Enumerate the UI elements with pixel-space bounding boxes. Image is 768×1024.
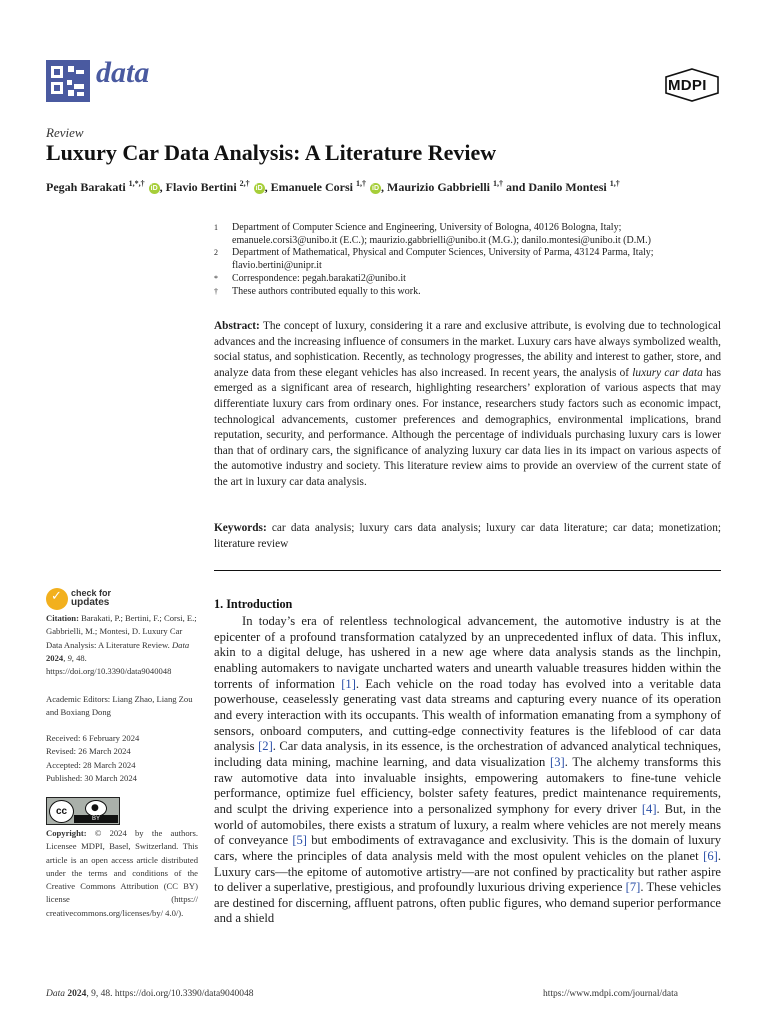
affiliation-mark: 2 <box>214 248 218 258</box>
abstract <box>214 319 721 491</box>
abstract-text: has emerged as a significant area of research, highlighting researchers’ exploration of various aspects that may differentiate luxury cars from ordinary ones. For instance, researchers study factors such as economic impact, technological advancements, customer preferences and demographics, environmental implications, brand reputation, security, and performance. Although the percentage of individuals purchasing luxury cars is lower than that of ordinary cars, the significance of analyzing luxury car data lies in its impact on various aspects of the automotive industry and society. This literature review aims to provide an overview of the current state of the art in luxury car data analysis. <box>214 366 722 488</box>
author-name[interactable]: Pegah Barakati <box>46 180 126 194</box>
author-list <box>46 179 620 195</box>
body-text: In today’s era of relentless technological advancement, the automotive industry is at the epicenter of a profound transformation catalyzed by an unprecedented influx of data. This influx, akin to a digital deluge, has ushered in a new age where data analysis stands as the linchpin, enabling automakers to navigate uncharted waters and unearth valuable treasures hidden within the torrents of information <box>214 614 721 691</box>
correspondence-text: Correspondence: pegah.barakati2@unibo.it <box>232 272 406 284</box>
citation-link[interactable]: [6] <box>703 848 718 863</box>
journal-logo <box>46 60 90 102</box>
article-type: Review <box>46 125 84 140</box>
check-for-updates-button[interactable] <box>71 588 111 608</box>
affiliation-row <box>214 222 724 247</box>
author-separator: , <box>381 180 388 194</box>
journal-name: data <box>96 56 150 89</box>
citation-link[interactable]: [5] <box>292 833 307 848</box>
author-name[interactable]: Maurizio Gabbrielli <box>387 180 491 194</box>
citation-label: Citation: <box>46 613 79 623</box>
citation-link[interactable]: [3] <box>550 754 565 769</box>
introduction-paragraph <box>214 614 721 927</box>
orcid-icon[interactable]: iD <box>372 185 380 192</box>
footer-citation <box>46 989 254 999</box>
affiliation-mark: * <box>214 273 218 283</box>
citation-link[interactable]: [2] <box>258 739 273 754</box>
author-marks: 1,† <box>609 179 620 188</box>
publisher-logo: MDPI <box>668 77 707 94</box>
equal-contribution-note: These authors contributed equally to this work. <box>232 285 421 297</box>
keywords-label: Keywords: <box>214 522 267 534</box>
publication-dates <box>46 732 198 785</box>
footer-journal-url[interactable]: https://www.mdpi.com/journal/data <box>543 989 679 999</box>
footer-year: 2024 <box>67 989 87 999</box>
body-text: . Each vehicle on the road today has evolved into a veritable data powerhouse, ceaselessly generating vast data streams and capturing every nuance of its operation and every interaction with its occupants. This wealth of information emanating from a symphony of sensors, onboard computers, and cutting-edge connectivity features is the lifeblood of car data analysis <box>214 676 721 754</box>
citation-journal: Data <box>171 639 190 650</box>
author-name[interactable]: Emanuele Corsi <box>270 180 354 194</box>
updates-line: updates <box>71 597 110 608</box>
citation-link[interactable]: [7] <box>625 880 641 895</box>
updates-line: check for <box>71 588 112 598</box>
abstract-label: Abstract: <box>214 320 260 332</box>
affiliation-mark: † <box>214 286 218 296</box>
date-revised: Revised: 26 March 2024 <box>46 746 131 757</box>
citation-doi[interactable]: , 48. https://doi.org/10.3390/data9040048 <box>46 652 172 677</box>
citation-volume: 9 <box>67 652 72 663</box>
abstract-text: The concept of luxury, considering it a rare and exclusive attribute, is evolving due to technological advances and the increasing influence of consumers in the market. Luxury cars have always symbolized wealth, social status, and sophistication. Recently, as technology progresses, the ability and interest to gather, store, and analyze data from these elegant vehicles has also increased. In recent years, the analysis of <box>214 320 721 379</box>
citation-link[interactable]: [1] <box>341 676 356 691</box>
author-name[interactable]: Flavio Bertini <box>165 180 237 194</box>
academic-editors: Academic Editors: Liang Zhao, Liang Zou and Boxiang Dong <box>46 694 193 718</box>
cc-icon: cc <box>49 800 74 823</box>
cc-by-license-badge[interactable] <box>46 797 120 825</box>
affiliation-text: Department of Computer Science and Engineering, University of Bologna, 40126 Bologna, Italy; emanuele.corsi3@unibo.it (E.C.); maurizio.gabbrielli@unibo.it (M.G.); danilo.montesi@unibo.it (D.M.) <box>232 222 651 246</box>
author-separator: , <box>264 180 271 194</box>
body-text: . Luxury cars—the epitome of automotive artistry—are not confined by practicality but rather aspire to deliver a superlative, prestigious, and profoundly luxurious driving experience <box>214 848 721 895</box>
affiliations <box>214 222 724 298</box>
body-text: . These vehicles are destined for discerning, affluent patrons, often public figures, who demand superior performance and a shield <box>214 880 721 926</box>
citation-year: 2024 <box>46 652 64 663</box>
orcid-icon[interactable]: iD <box>150 185 158 192</box>
date-published: Published: 30 March 2024 <box>46 772 137 783</box>
footer-doi[interactable]: , 9, 48. https://doi.org/10.3390/data9040048 <box>86 989 254 999</box>
checkmark-icon: ✓ <box>51 589 62 604</box>
person-icon: ● <box>91 803 99 813</box>
keywords-text: car data analysis; luxury cars data analysis; luxury car data literature; car data; monetization; literature review <box>214 522 721 550</box>
abstract-italic: luxury car data <box>632 366 703 379</box>
author-name[interactable]: Danilo Montesi <box>528 180 607 194</box>
copyright-text: © 2024 by the authors. Licensee MDPI, Basel, Switzerland. This article is an open access article distributed under the terms and conditions of the Creative Commons Attribution (CC BY) license (https:// creativecommons.org/licenses/by/ 4.0/). <box>46 828 198 918</box>
citation-link[interactable]: [4] <box>641 801 657 816</box>
footer-journal: Data <box>46 989 65 999</box>
author-marks: 1,*,† <box>128 179 145 188</box>
citation-text: Barakati, P.; Bertini, F.; Corsi, E.; Gabbrielli, M.; Montesi, D. Luxury Car Data Analysis: A Literature Review. <box>46 613 197 650</box>
date-received: Received: 6 February 2024 <box>46 733 140 743</box>
body-text: . But, in the world of automobiles, there exists a stratum of luxury, a realm where vehicles are not merely means of conveyance <box>214 801 721 848</box>
section-heading: 1. Introduction <box>214 597 293 611</box>
citation-block: Citation: Barakati, P.; Bertini, F.; Corsi, E.; Gabbrielli, M.; Montesi, D. Luxury Car Data Analysis: A Literature Review. Data 2024, 9, 48. https://doi.org/10.3390/data9040048 <box>46 613 197 677</box>
author-marks: 1,† <box>356 179 367 188</box>
body-text: . Car data analysis, in its essence, is the orchestration of advanced analytical techniques, including data mining, machine learning, and data visualization <box>214 739 721 769</box>
author-marks: 2,† <box>239 179 250 188</box>
body-text: . The alchemy transforms this raw automotive data into invaluable insights, empowering automakers to fine-tune vehicle performance, optimize fuel efficiency, bolster safety features, predict maintenance requirements, and sculpt the driving experience into a personalized symphony for every driver <box>214 754 721 816</box>
body-text: but embodiments of extravagance and exclusivity. This is the domain of luxury cars, where the principles of data analysis meld with the most opulent vehicles on the planet <box>214 833 721 863</box>
author-marks: 1,† <box>493 179 504 188</box>
author-separator: and <box>503 180 529 194</box>
orcid-icon[interactable]: iD <box>255 185 263 192</box>
affiliation-row <box>214 247 724 272</box>
copyright-label: Copyright: <box>46 828 87 838</box>
copyright-notice <box>46 827 198 920</box>
article-title: Luxury Car Data Analysis: A Literature Review <box>46 140 497 165</box>
date-accepted: Accepted: 28 March 2024 <box>46 759 136 770</box>
keywords <box>214 521 721 552</box>
divider <box>214 570 721 571</box>
cc-by-label: BY <box>74 815 118 823</box>
affiliation-mark: 1 <box>214 223 218 232</box>
affiliation-row <box>214 286 724 299</box>
affiliation-row <box>214 273 724 286</box>
affiliation-text: Department of Mathematical, Physical and Computer Sciences, University of Parma, 43124 Parma, Italy; flavio.bertini@unipr.it <box>232 247 654 272</box>
author-separator: , <box>159 180 166 194</box>
